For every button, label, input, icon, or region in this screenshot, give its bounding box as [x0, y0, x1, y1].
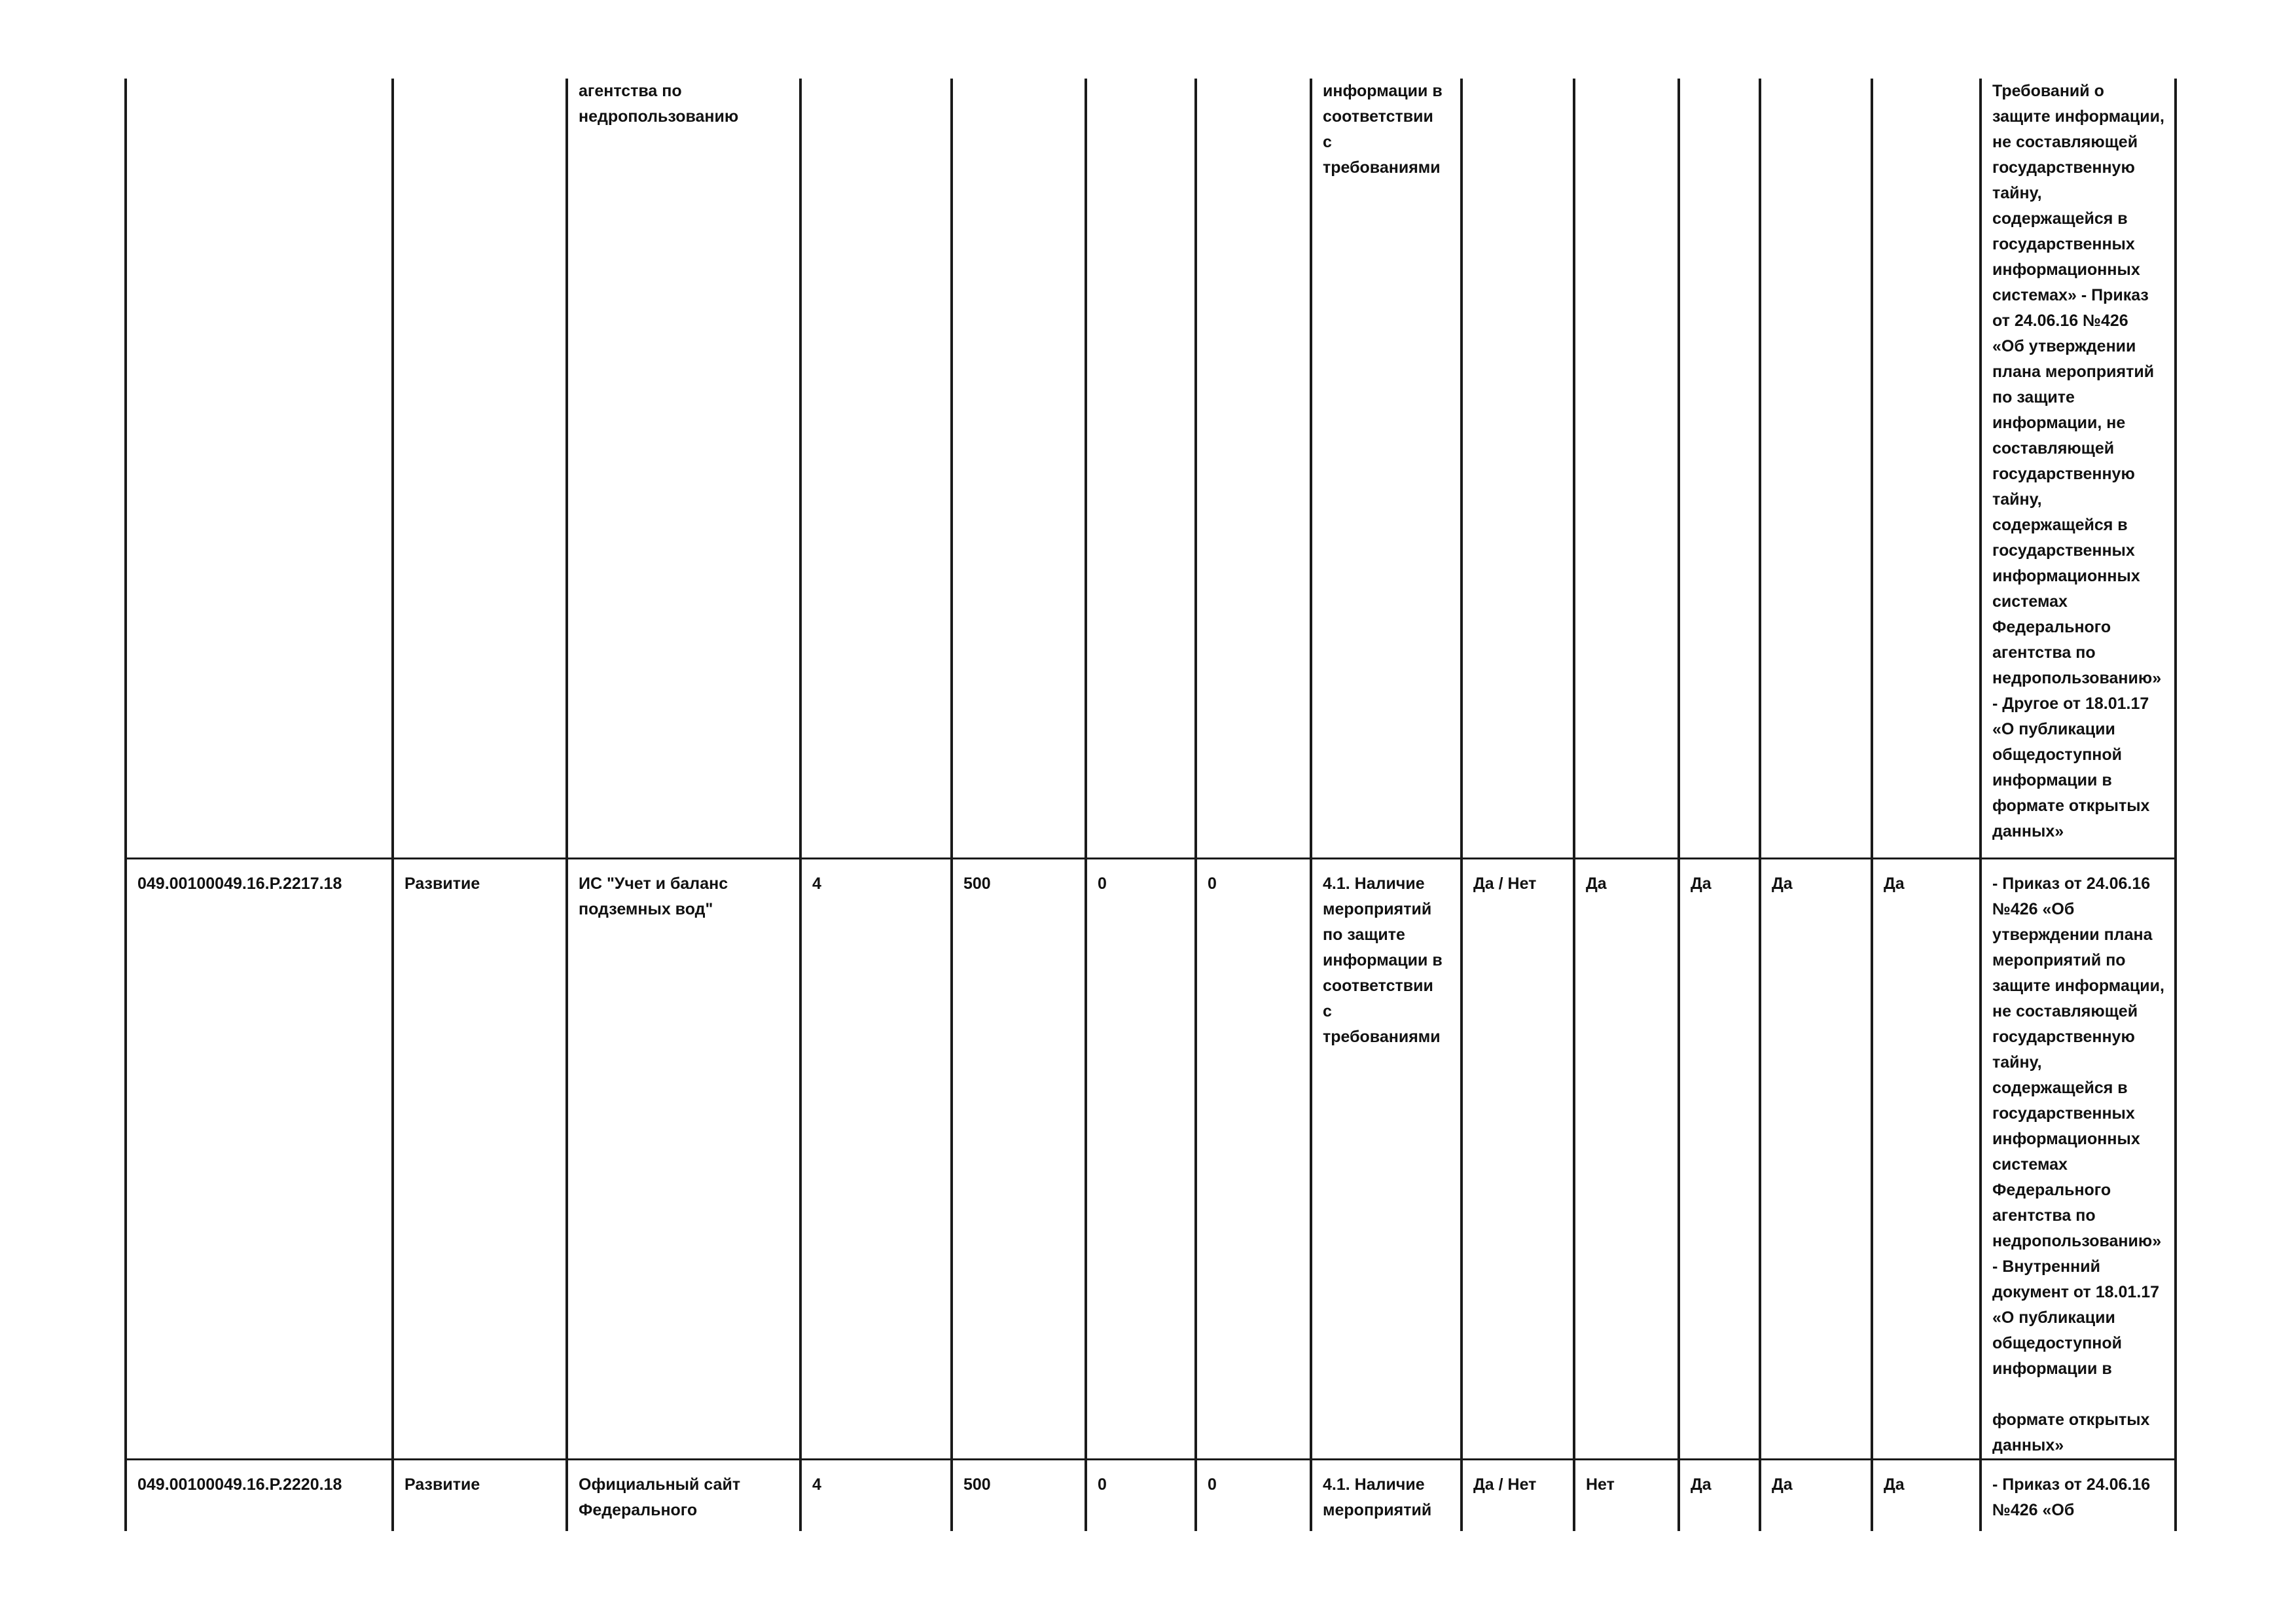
value-cell-4: 4 [800, 859, 952, 1460]
name-text: ИС "Учет и баланс подземных вод" [579, 875, 728, 918]
answer-cell-3 [1760, 79, 1872, 859]
answer-cell-2: Да [1679, 1460, 1760, 1532]
measures-table [124, 79, 2177, 1531]
name-cell [567, 859, 800, 1460]
answer-cell-3: Да [1760, 859, 1872, 1460]
options-cell [1462, 79, 1574, 859]
name-text: агентства по недропользованию [579, 82, 739, 126]
measure-text: 4.1. Наличие мероприятий [1323, 1475, 1432, 1519]
answer-cell-4 [1872, 79, 1981, 859]
options-cell: Да / Нет [1462, 1460, 1574, 1532]
type-cell: Развитие [393, 1460, 567, 1532]
answer-cell-3: Да [1760, 1460, 1872, 1532]
table-row [126, 79, 2176, 859]
basis-text: - Приказ от 24.06.16 №426 «Об [1992, 1475, 2151, 1519]
answer-cell-4: Да [1872, 1460, 1981, 1532]
measure-cell [1311, 859, 1462, 1460]
basis-cell [1981, 79, 2176, 859]
value-cell-7: 0 [1196, 1460, 1311, 1532]
table-row [126, 859, 2176, 1460]
value-cell-4 [800, 79, 952, 859]
type-cell [393, 79, 567, 859]
name-text: Официальный сайт Федерального [579, 1475, 741, 1519]
basis-text: - Приказ от 24.06.16 №426 «Об утверждении плана мероприятий по защите информации, не составляющей государственную тайну, содержащейся в государственных информационных системах Федерального агентства по недропользованию» - Внутренний документ от 18.01.17 «О публикации общедоступной информации в формате открытых данных» [1992, 875, 2164, 1454]
value-cell-4: 4 [800, 1460, 952, 1532]
value-cell-5: 500 [952, 859, 1086, 1460]
name-cell [567, 79, 800, 859]
answer-cell-2: Да [1679, 859, 1760, 1460]
name-cell [567, 1460, 800, 1532]
answer-cell-2 [1679, 79, 1760, 859]
code-cell [126, 79, 393, 859]
basis-cell [1981, 859, 2176, 1460]
value-cell-5: 500 [952, 1460, 1086, 1532]
value-cell-7 [1196, 79, 1311, 859]
value-cell-5 [952, 79, 1086, 859]
basis-cell [1981, 1460, 2176, 1532]
value-cell-7: 0 [1196, 859, 1311, 1460]
measure-cell [1311, 79, 1462, 859]
value-cell-6 [1086, 79, 1196, 859]
code-cell: 049.00100049.16.P.2217.18 [126, 859, 393, 1460]
answer-cell-4: Да [1872, 859, 1981, 1460]
table-row [126, 1460, 2176, 1532]
measure-text: информации в соответствии с требованиями [1323, 82, 1443, 177]
options-cell: Да / Нет [1462, 859, 1574, 1460]
answer-cell-1: Да [1574, 859, 1679, 1460]
measure-cell [1311, 1460, 1462, 1532]
basis-text: Требований о защите информации, не составляющей государственную тайну, содержащейся в государственных информационных системах» - Приказ от 24.06.16 №426 «Об утверждении плана мероприятий по защите информации, не составляющей государственную тайну, содержащейся в государственных информационных системах Федерального агентства по недропользованию» - Другое от 18.01.17 «О публикации общедоступной информации в формате открытых данных» [1992, 82, 2164, 840]
answer-cell-1: Нет [1574, 1460, 1679, 1532]
type-cell: Развитие [393, 859, 567, 1460]
measure-text: 4.1. Наличие мероприятий по защите информации в соответствии с требованиями [1323, 875, 1443, 1046]
value-cell-6: 0 [1086, 1460, 1196, 1532]
value-cell-6: 0 [1086, 859, 1196, 1460]
table-sheet [124, 79, 2174, 1519]
code-cell: 049.00100049.16.P.2220.18 [126, 1460, 393, 1532]
answer-cell-1 [1574, 79, 1679, 859]
